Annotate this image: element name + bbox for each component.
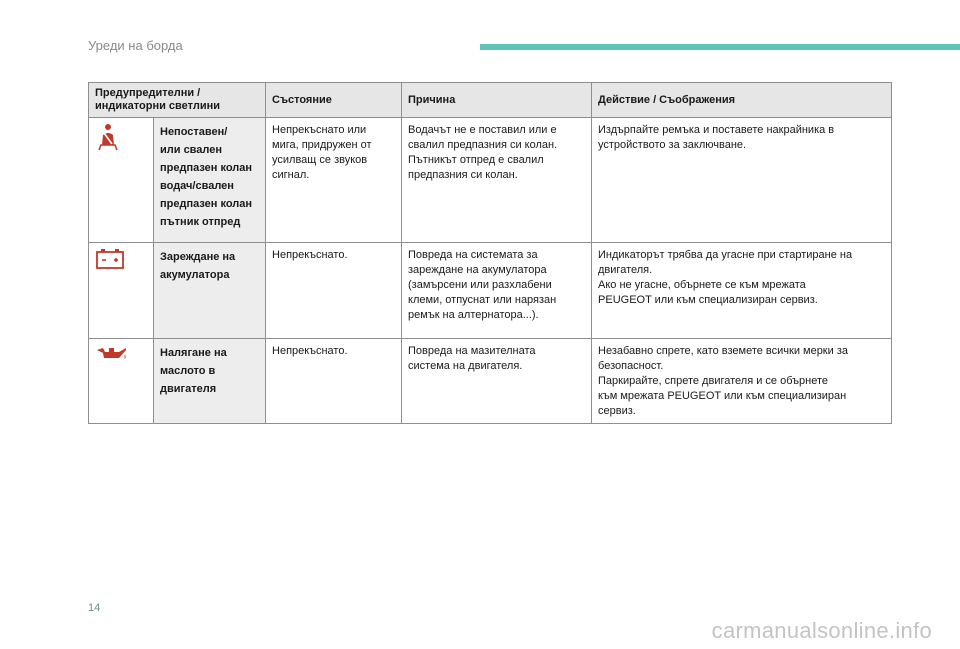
icon-cell <box>89 243 154 339</box>
icon-cell <box>89 339 154 424</box>
action-cell: Издърпайте ремъка и поставете накрайника в устройството за заключване. <box>592 118 892 243</box>
column-header-cause: Причина <box>402 83 592 118</box>
warning-lights-table <box>88 82 892 424</box>
action-cell: Незабавно спрете, като вземете всички мерки за безопасност. Паркирайте, спрете двигателя и се обърнете към мрежата PEUGEOT или към специализиран сервиз. <box>592 339 892 424</box>
state-cell: Непрекъснато. <box>266 243 402 339</box>
table-row <box>89 339 892 424</box>
table-row <box>89 118 892 243</box>
state-cell: Непрекъснато или мига, придружен от усилващ се звуков сигнал. <box>266 118 402 243</box>
page-section-title: Уреди на борда <box>88 38 183 53</box>
light-name: Зареждане на акумулатора <box>154 243 266 339</box>
light-name: Налягане на маслото в двигателя <box>154 339 266 424</box>
table-row <box>89 243 892 339</box>
battery-icon <box>95 248 125 270</box>
cause-cell: Водачът не е поставил или е свалил предпазния си колан. Пътникът отпред е свалил предпазния си колан. <box>402 118 592 243</box>
icon-cell <box>89 118 154 243</box>
seatbelt-icon <box>95 123 121 151</box>
cause-cell: Повреда на системата за зареждане на акумулатора (замърсени или разхлабени клеми, отпуснат или нарязан ремък на алтернатора...). <box>402 243 592 339</box>
column-header-action: Действие / Съображения <box>592 83 892 118</box>
header-accent-bar <box>480 44 960 50</box>
light-name: Непоставен/ или свален предпазен колан водач/свален предпазен колан пътник отпред <box>154 118 266 243</box>
action-cell: Индикаторът трябва да угасне при стартиране на двигателя. Ако не угасне, обърнете се към мрежата PEUGEOT или към специализиран сервиз. <box>592 243 892 339</box>
state-cell: Непрекъснато. <box>266 339 402 424</box>
column-header-state: Състояние <box>266 83 402 118</box>
watermark: carmanualsonline.info <box>711 618 932 643</box>
column-header-lights: Предупредителни / индикаторни светлини <box>89 83 266 118</box>
page-number: 14 <box>88 602 101 614</box>
oil-can-icon <box>95 344 129 362</box>
cause-cell: Повреда на мазителната система на двигателя. <box>402 339 592 424</box>
table-header-row <box>89 83 892 118</box>
